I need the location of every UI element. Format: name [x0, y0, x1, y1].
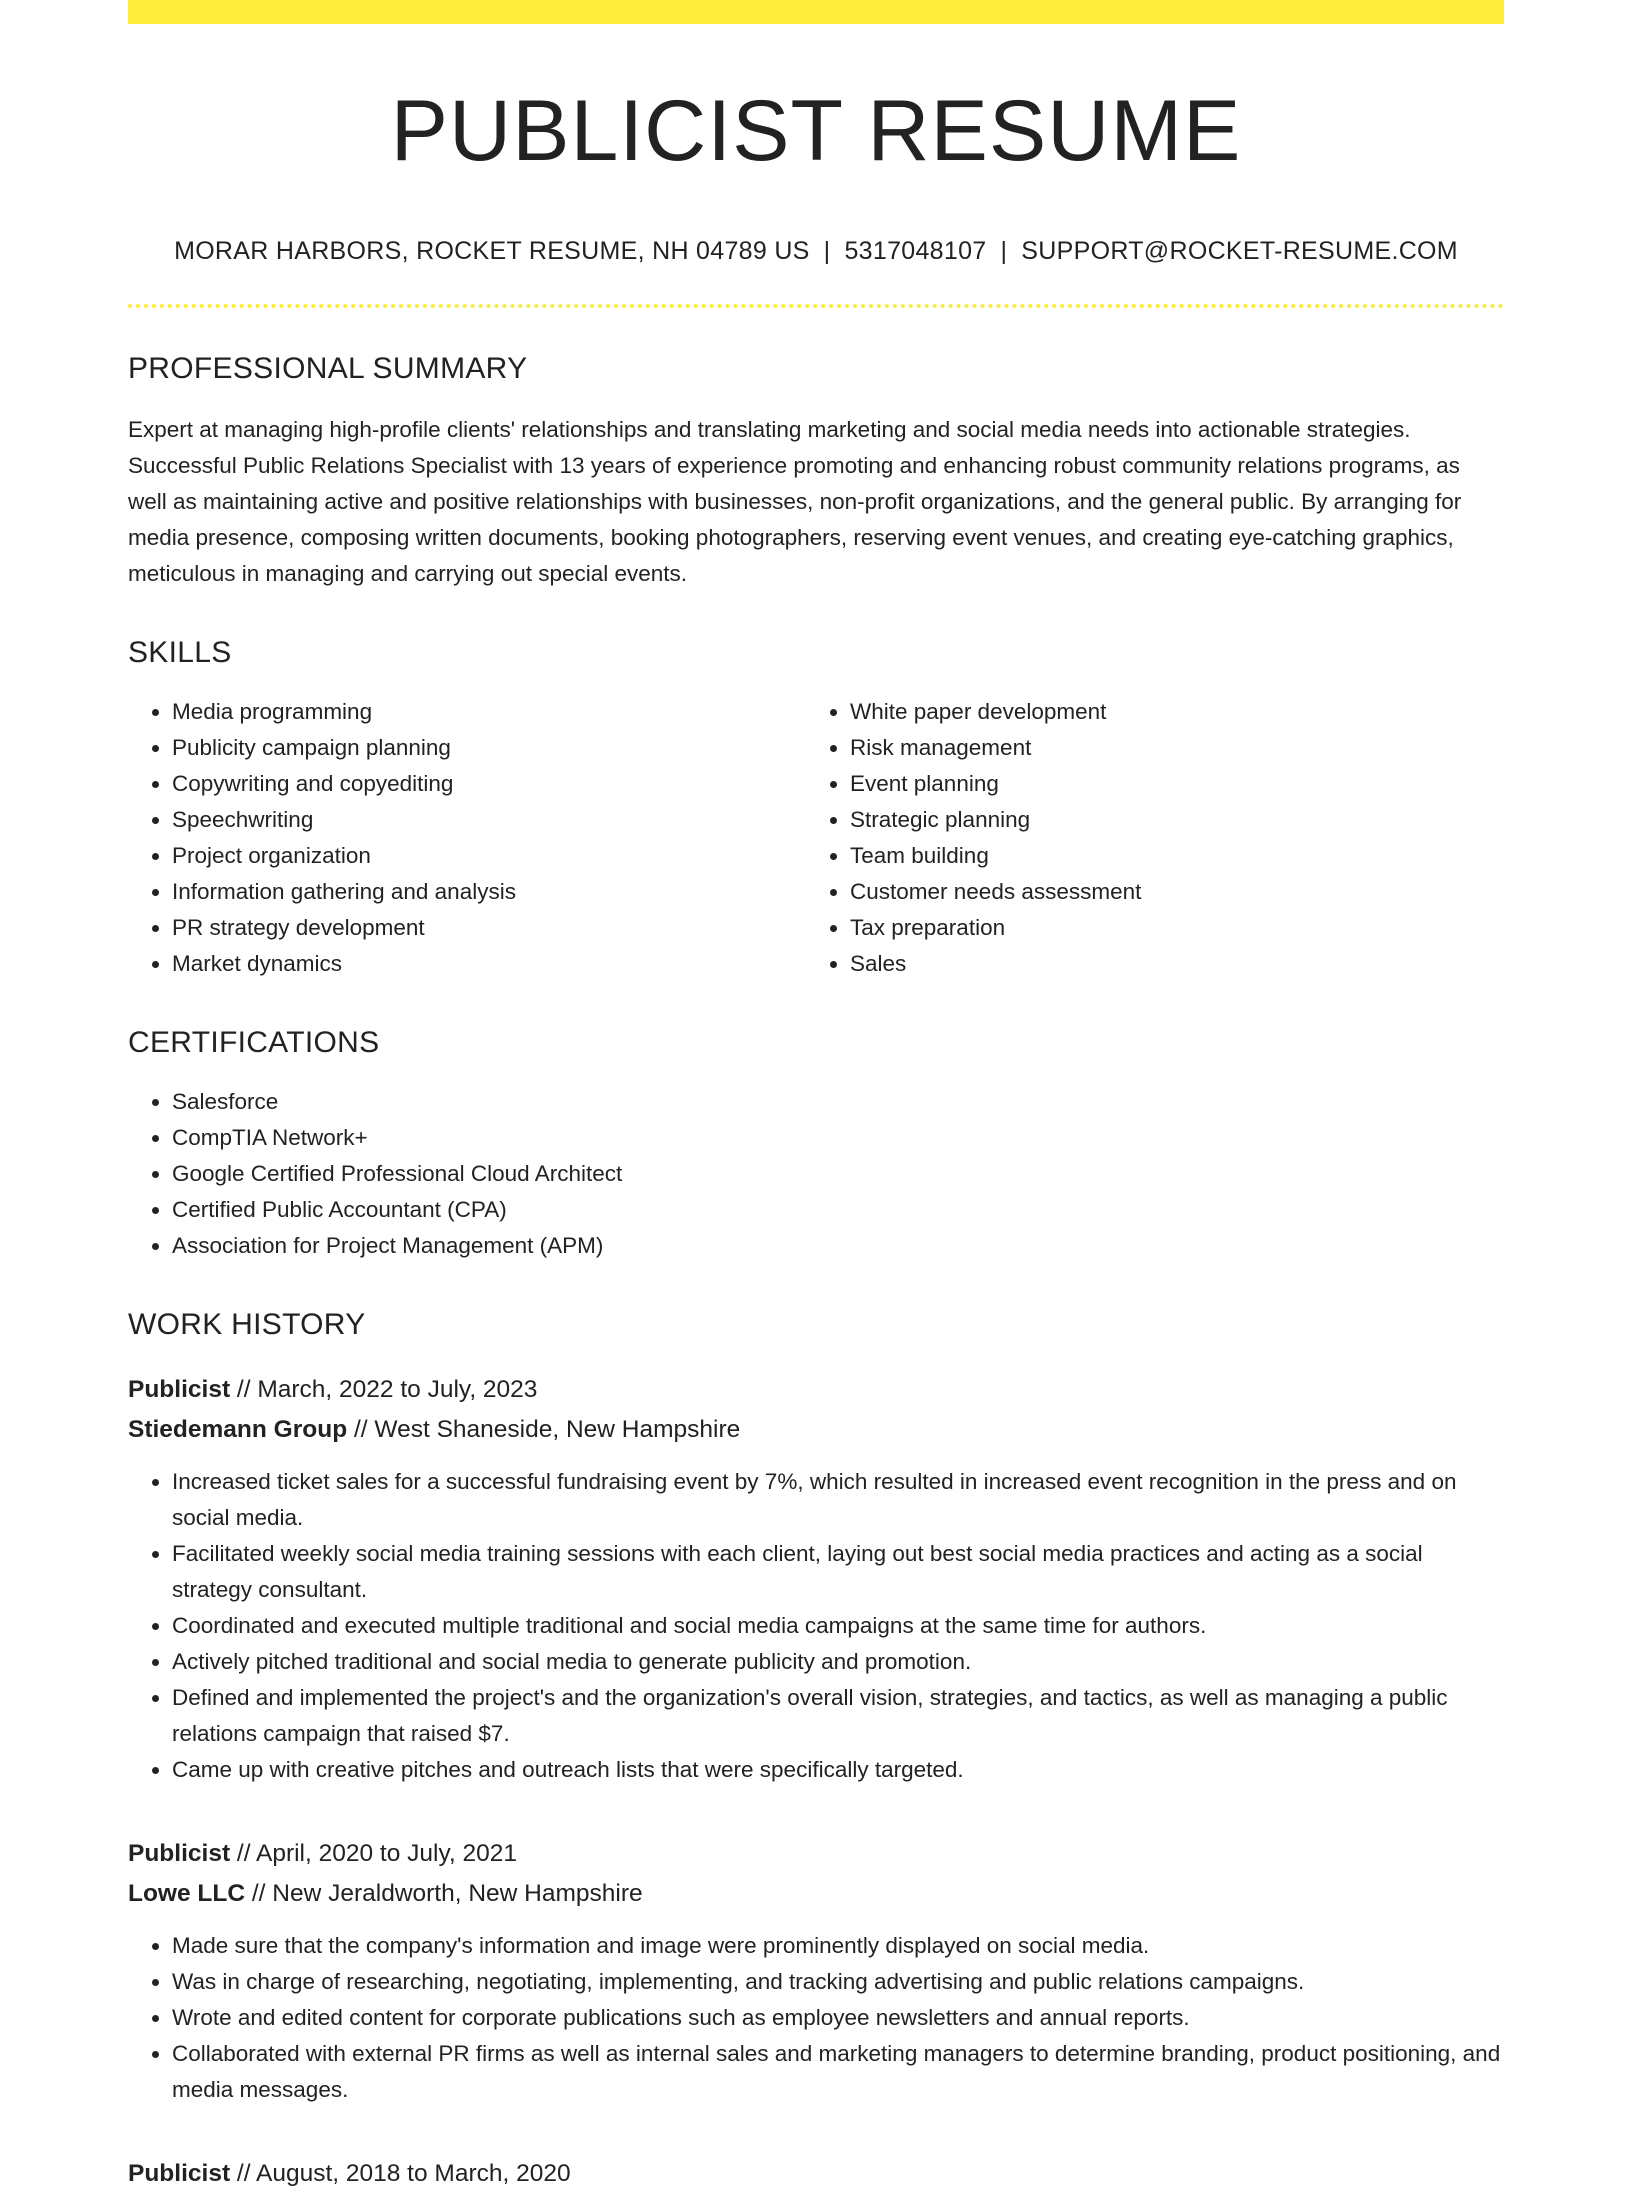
- certification-item: • Google Certified Professional Cloud Architect: [172, 1156, 1504, 1192]
- skill-item: • Sales: [850, 946, 1484, 982]
- job-entry: [128, 2154, 1504, 2194]
- certification-item: • Certified Public Accountant (CPA): [172, 1192, 1504, 1228]
- contact-separator: |: [823, 236, 831, 265]
- skill-item: • Information gathering and analysis: [172, 874, 806, 910]
- dotted-divider: [128, 304, 1504, 308]
- job-bullet: • Collaborated with external PR firms as well as internal sales and marketing managers to determine branding, product positioning, and media messages.: [172, 2036, 1504, 2108]
- contact-line: [128, 237, 1504, 266]
- skill-item: • Team building: [850, 838, 1484, 874]
- job-location: // New Jeraldworth, New Hampshire: [245, 1879, 643, 1907]
- skill-item: • PR strategy development: [172, 910, 806, 946]
- skill-item: • Project organization: [172, 838, 806, 874]
- skill-item: • Risk management: [850, 730, 1484, 766]
- page-title: PUBLICIST RESUME: [390, 83, 1242, 179]
- skill-item: • Event planning: [850, 766, 1484, 802]
- job-dates: // August, 2018 to March, 2020: [230, 2159, 571, 2187]
- skill-item: • White paper development: [850, 694, 1484, 730]
- certifications-heading: CERTIFICATIONS: [128, 1025, 380, 1059]
- job-bullets: [128, 1928, 1504, 2108]
- skills-heading: SKILLS: [128, 635, 232, 669]
- job-bullet: • Wrote and edited content for corporate publications such as employee newsletters and annual reports.: [172, 2000, 1504, 2036]
- job-bullet: • Actively pitched traditional and social media to generate publicity and promotion.: [172, 1644, 1504, 1680]
- skills-grid: [128, 694, 1504, 982]
- job-bullet: • Defined and implemented the project's and the organization's overall vision, strategies, and tactics, as well as managing a public relations campaign that raised $7.: [172, 1680, 1504, 1752]
- job-title: Publicist: [128, 2159, 231, 2187]
- job-entry: [128, 1370, 1504, 1788]
- certification-item: • Association for Project Management (APM): [172, 1228, 1504, 1264]
- job-dates: // April, 2020 to July, 2021: [230, 1839, 518, 1867]
- work-history-heading: WORK HISTORY: [128, 1307, 366, 1341]
- summary-heading: PROFESSIONAL SUMMARY: [128, 351, 528, 385]
- job-bullet: • Increased ticket sales for a successful fundraising event by 7%, which resulted in increased event recognition in the press and on social media.: [172, 1464, 1504, 1536]
- job-title: Publicist: [128, 1375, 231, 1403]
- job-location: // West Shaneside, New Hampshire: [347, 1415, 741, 1443]
- job-bullet: • Was in charge of researching, negotiating, implementing, and tracking advertising and public relations campaigns.: [172, 1964, 1504, 2000]
- skills-list-left: [128, 694, 806, 982]
- job-bullet: • Came up with creative pitches and outreach lists that were specifically targeted.: [172, 1752, 1504, 1788]
- skills-list-right: [806, 694, 1484, 982]
- job-title-line: [128, 1834, 1504, 1874]
- contact-separator: |: [1000, 236, 1008, 265]
- job-company: Stiedemann Group: [128, 1415, 348, 1443]
- job-dates: // March, 2022 to July, 2023: [230, 1375, 538, 1403]
- skill-item: • Copywriting and copyediting: [172, 766, 806, 802]
- job-bullet: • Made sure that the company's information and image were prominently displayed on social media.: [172, 1928, 1504, 1964]
- contact-address: MORAR HARBORS, ROCKET RESUME, NH 04789 US: [174, 236, 810, 265]
- job-entry: [128, 1834, 1504, 2108]
- job-company-line: [128, 1874, 1504, 1914]
- job-company-line: [128, 1410, 1504, 1450]
- skill-item: • Customer needs assessment: [850, 874, 1484, 910]
- certifications-list: [128, 1084, 1504, 1264]
- skill-item: • Media programming: [172, 694, 806, 730]
- job-bullet: • Facilitated weekly social media training sessions with each client, laying out best social media practices and acting as a social strategy consultant.: [172, 1536, 1504, 1608]
- job-bullet: • Coordinated and executed multiple traditional and social media campaigns at the same time for authors.: [172, 1608, 1504, 1644]
- resume-page: [128, 0, 1504, 2194]
- contact-phone: 5317048107: [844, 236, 987, 265]
- summary-text: Expert at managing high-profile clients' relationships and translating marketing and social media needs into actionable strategies. Successful Public Relations Specialist with 13 years of experience promoting and enhancing robust community relations programs, as well as maintaining active and positive relationships with businesses, non-profit organizations, and the general public. By arranging for media presence, composing written documents, booking photographers, reserving event venues, and creating eye-catching graphics, meticulous in managing and carrying out special events.: [128, 416, 1462, 586]
- job-company: Lowe LLC: [128, 1879, 246, 1907]
- job-title-line: [128, 2154, 1504, 2194]
- skill-item: • Tax preparation: [850, 910, 1484, 946]
- job-bullets: [128, 1464, 1504, 1788]
- job-title: Publicist: [128, 1839, 231, 1867]
- contact-email: SUPPORT@ROCKET-RESUME.COM: [1021, 236, 1458, 265]
- skill-item: • Strategic planning: [850, 802, 1484, 838]
- certification-item: • CompTIA Network+: [172, 1120, 1504, 1156]
- accent-top-bar: [128, 0, 1504, 24]
- certification-item: • Salesforce: [172, 1084, 1504, 1120]
- skill-item: • Publicity campaign planning: [172, 730, 806, 766]
- job-title-line: [128, 1370, 1504, 1410]
- skill-item: • Speechwriting: [172, 802, 806, 838]
- skill-item: • Market dynamics: [172, 946, 806, 982]
